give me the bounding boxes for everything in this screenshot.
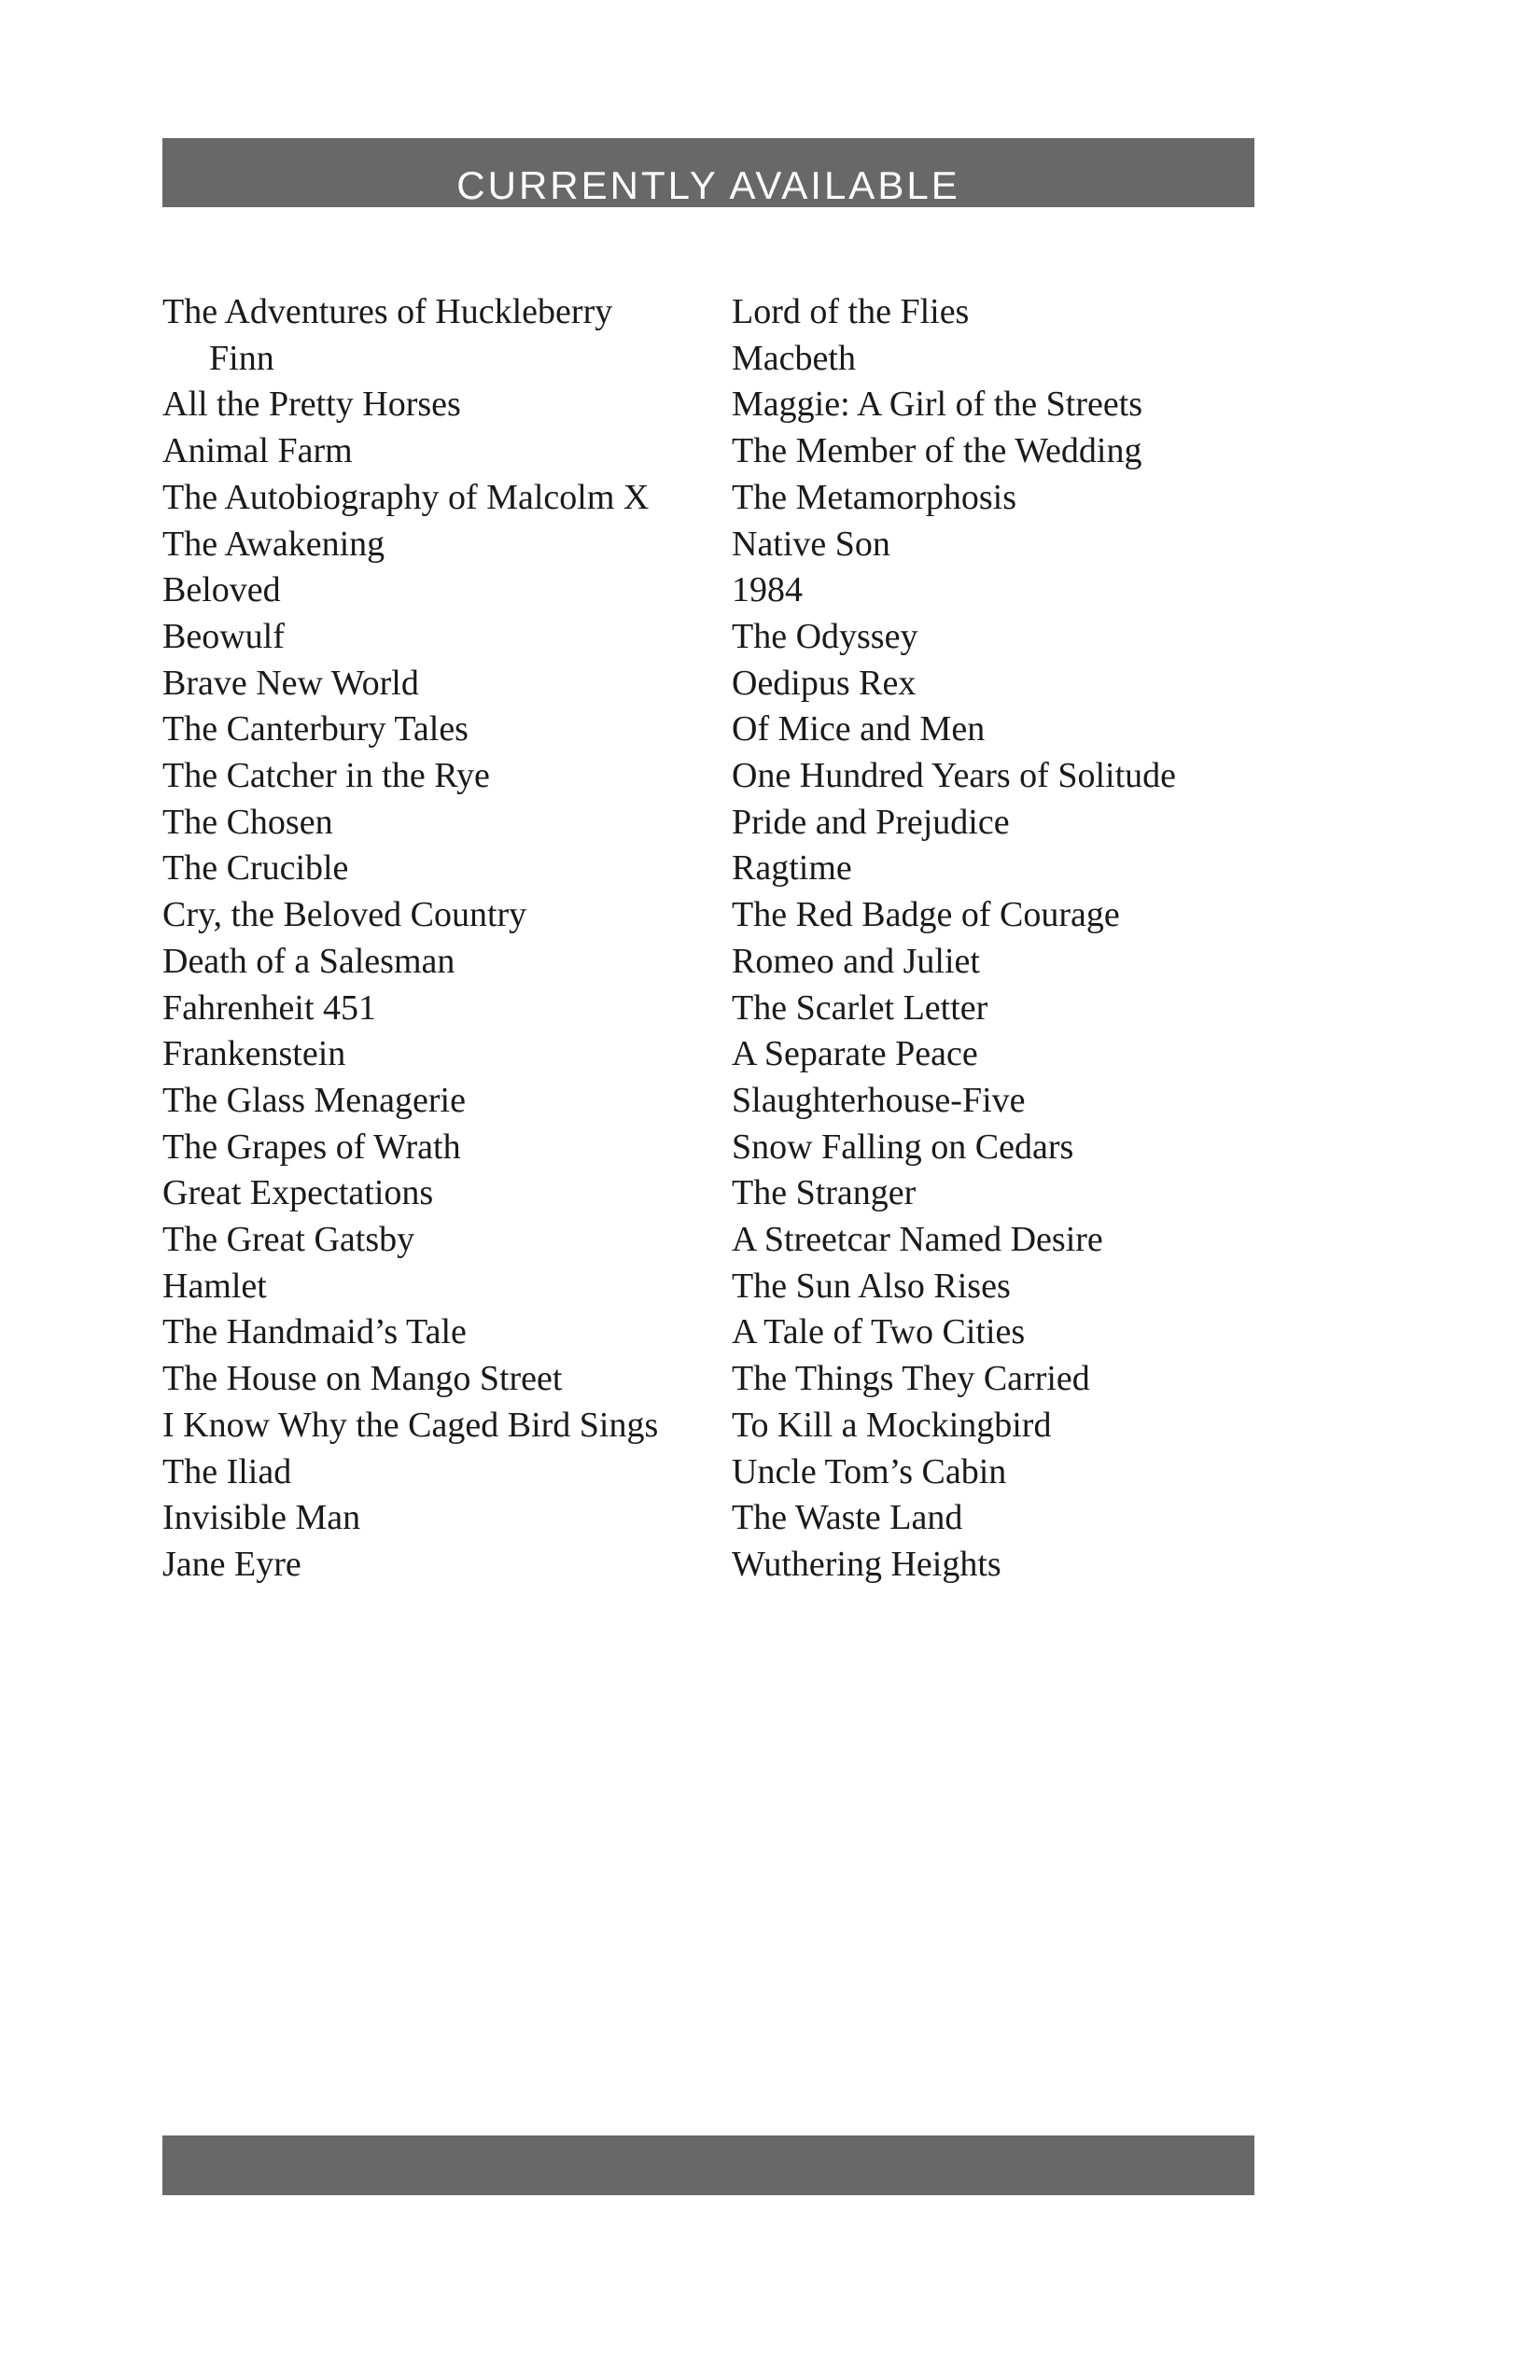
book-title-item xyxy=(732,522,1254,568)
book-title-line: The Things They Carried xyxy=(732,1359,1090,1399)
book-title-item xyxy=(732,336,1254,383)
book-title-line: All the Pretty Horses xyxy=(162,385,461,425)
book-title-item xyxy=(162,1031,722,1078)
book-title-line: Native Son xyxy=(732,524,890,564)
book-title-item xyxy=(732,1264,1254,1310)
book-title-line: Fahrenheit 451 xyxy=(162,987,377,1028)
book-title-item xyxy=(732,892,1254,939)
book-title-line: Beowulf xyxy=(162,616,285,656)
book-title-line: Beloved xyxy=(162,570,281,610)
book-title-item xyxy=(162,382,722,428)
book-title-item xyxy=(162,1309,722,1356)
book-title-line: The Red Badge of Courage xyxy=(732,895,1120,935)
book-title-line: Frankenstein xyxy=(162,1034,346,1074)
book-title-item xyxy=(732,1170,1254,1217)
book-title-item xyxy=(162,1495,722,1542)
book-title-item xyxy=(162,1449,722,1496)
book-title-line: Pride and Prejudice xyxy=(732,802,1010,842)
book-title-line: Snow Falling on Cedars xyxy=(732,1127,1074,1167)
book-title-line: Lord of the Flies xyxy=(732,292,970,331)
book-title-line: The Handmaid’s Tale xyxy=(162,1312,467,1352)
book-title-line: A Streetcar Named Desire xyxy=(732,1220,1103,1260)
book-title-item xyxy=(162,567,722,614)
book-title-item xyxy=(732,614,1254,661)
book-title-item xyxy=(162,707,722,753)
book-title-line: Of Mice and Men xyxy=(732,709,986,749)
book-title-line: Macbeth xyxy=(732,338,856,378)
book-title-item xyxy=(162,1403,722,1449)
book-title-line: Brave New World xyxy=(162,663,419,703)
book-title-item xyxy=(162,1217,722,1264)
book-title-line: The Iliad xyxy=(162,1451,292,1491)
book-title-line: The Stranger xyxy=(732,1173,917,1213)
book-title-item xyxy=(162,1125,722,1171)
book-title-line: The Waste Land xyxy=(732,1498,963,1538)
book-title-item xyxy=(732,289,1254,336)
book-title-item xyxy=(162,1356,722,1403)
book-title-item xyxy=(732,1217,1254,1264)
title-list-left xyxy=(162,289,722,1589)
book-title-line: Jane Eyre xyxy=(162,1544,301,1584)
footer-bar xyxy=(162,2135,1254,2195)
book-title-item xyxy=(732,1449,1254,1496)
book-title-line: The Metamorphosis xyxy=(732,477,1017,517)
book-title-line: 1984 xyxy=(732,570,803,610)
book-title-item xyxy=(162,986,722,1032)
book-title-line: Maggie: A Girl of the Streets xyxy=(732,385,1143,425)
book-title-line: Uncle Tom’s Cabin xyxy=(732,1451,1007,1491)
book-title-item xyxy=(162,1542,722,1589)
book-title-line: Invisible Man xyxy=(162,1498,361,1538)
book-title-item xyxy=(162,846,722,892)
book-title-item xyxy=(162,800,722,847)
book-title-line: The Crucible xyxy=(162,848,349,889)
book-title-item xyxy=(732,1356,1254,1403)
book-title-item xyxy=(732,661,1254,707)
page-title: CURRENTLY AVAILABLE xyxy=(456,163,960,207)
book-title-item xyxy=(162,522,722,568)
book-title-item xyxy=(162,1264,722,1310)
title-list-right xyxy=(732,289,1254,1589)
book-title-line: The Autobiography of Malcolm X xyxy=(162,477,650,517)
book-title-line: Ragtime xyxy=(732,848,852,889)
book-title-item xyxy=(732,707,1254,753)
book-title-line: The Member of the Wedding xyxy=(732,431,1142,471)
book-title-line: One Hundred Years of Solitude xyxy=(732,756,1177,796)
book-title-line: The Catcher in the Rye xyxy=(162,756,490,796)
book-title-item xyxy=(732,382,1254,428)
book-title-item xyxy=(162,939,722,986)
book-title-item xyxy=(732,800,1254,847)
header-bar xyxy=(162,138,1254,207)
book-title-item xyxy=(732,1309,1254,1356)
book-title-line: The Awakening xyxy=(162,524,385,564)
book-title-line: Oedipus Rex xyxy=(732,663,917,703)
book-title-item xyxy=(732,1403,1254,1449)
book-title-line: Cry, the Beloved Country xyxy=(162,895,527,935)
book-title-item xyxy=(732,475,1254,522)
book-title-line: A Separate Peace xyxy=(732,1034,978,1074)
book-title-line: Hamlet xyxy=(162,1266,267,1306)
book-title-item xyxy=(732,846,1254,892)
book-title-line: Death of a Salesman xyxy=(162,941,455,981)
book-title-line: Wuthering Heights xyxy=(732,1544,1001,1584)
book-title-line: The House on Mango Street xyxy=(162,1359,563,1399)
book-title-item xyxy=(162,428,722,475)
book-title-item xyxy=(732,939,1254,986)
book-title-item xyxy=(162,892,722,939)
book-title-item xyxy=(732,1495,1254,1542)
book-title-item xyxy=(732,1031,1254,1078)
book-title-line: A Tale of Two Cities xyxy=(732,1312,1026,1352)
book-title-item xyxy=(732,1125,1254,1171)
book-title-line: I Know Why the Caged Bird Sings xyxy=(162,1405,659,1445)
book-title-line: The Scarlet Letter xyxy=(732,987,988,1028)
book-title-item xyxy=(732,1542,1254,1589)
book-title-line: To Kill a Mockingbird xyxy=(732,1405,1052,1445)
book-title-item xyxy=(162,1078,722,1125)
book-title-line: The Odyssey xyxy=(732,616,918,656)
book-title-item xyxy=(732,753,1254,800)
book-title-line: The Sun Also Rises xyxy=(732,1266,1011,1306)
book-title-line: Great Expectations xyxy=(162,1173,434,1213)
book-title-item xyxy=(732,428,1254,475)
book-title-item xyxy=(732,1078,1254,1125)
book-title-line: The Great Gatsby xyxy=(162,1220,415,1260)
book-title-line: The Glass Menagerie xyxy=(162,1080,466,1120)
book-title-line: The Grapes of Wrath xyxy=(162,1127,461,1167)
book-title-line: The Chosen xyxy=(162,802,333,842)
book-title-line: The Canterbury Tales xyxy=(162,709,469,749)
book-title-line: Finn xyxy=(209,338,274,378)
book-title-item xyxy=(162,1170,722,1217)
book-title-item xyxy=(162,289,722,382)
book-title-line: Slaughterhouse-Five xyxy=(732,1080,1026,1120)
book-title-line: Romeo and Juliet xyxy=(732,941,980,981)
book-title-item xyxy=(162,475,722,522)
book-title-item xyxy=(732,986,1254,1032)
book-title-item xyxy=(732,567,1254,614)
book-title-item xyxy=(162,661,722,707)
book-title-line: The Adventures of Huckleberry xyxy=(162,292,613,331)
book-title-item xyxy=(162,614,722,661)
book-title-item xyxy=(162,753,722,800)
book-title-line: Animal Farm xyxy=(162,431,353,471)
